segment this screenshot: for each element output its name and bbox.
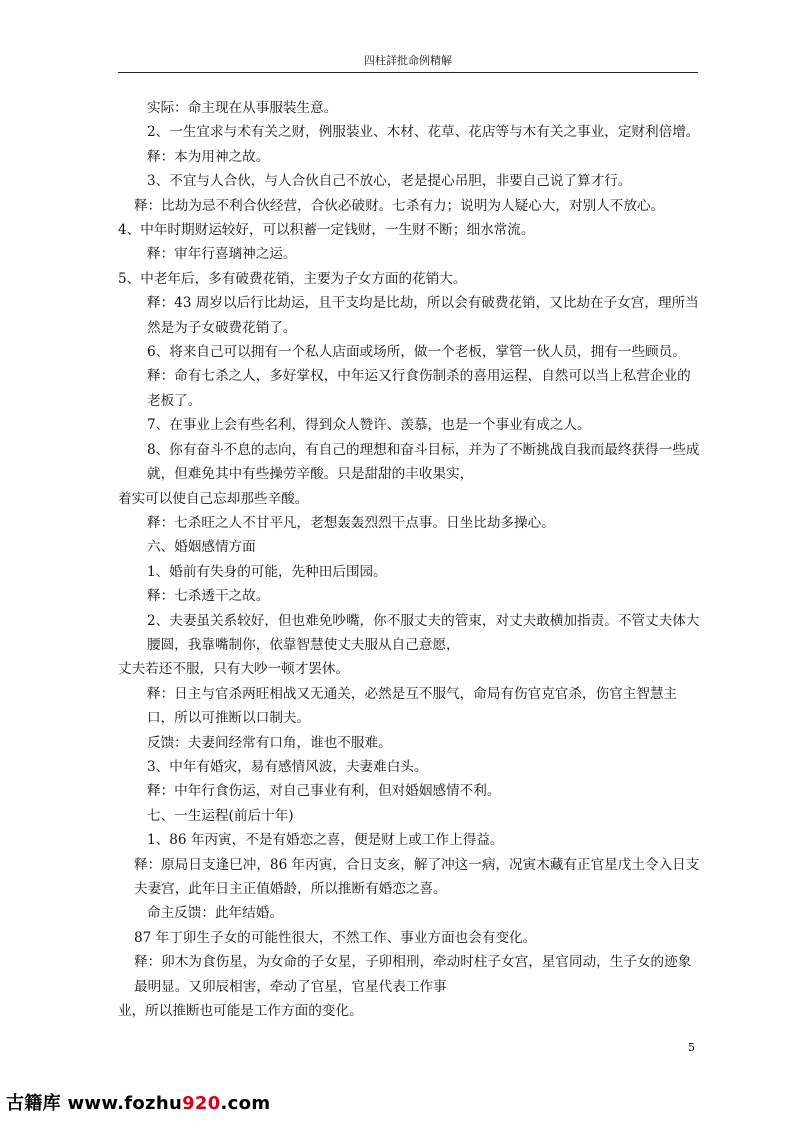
text-line: 释：七杀透干之故。 [147, 588, 270, 605]
page-number: 5 [688, 1041, 695, 1054]
text-line: 8、你有奋斗不息的志向，有自己的理想和奋斗目标，并为了不断挑战自我而最终获得一些成就，但难免其中有些操劳辛酸。只是甜甜的丰收果实， [147, 441, 700, 483]
text-line: 释：日主与官杀两旺相战又无通关，必然是互不服气，命局有伤官克官杀，伤官主智慧主口，所以可推断以口制夫。 [147, 685, 678, 727]
text-line: 2、夫妻虽关系较好，但也难免吵嘴，你不服丈夫的管束，对丈夫敢横加指责。不管丈夫体大腰圆，我靠嘴制你，依靠智慧使丈夫服从自己意愿， [147, 612, 700, 653]
text-line: 释：43 周岁以后行比劫运，且干支均是比劫，所以会有破费花销，又比劫在子女宫，理所当然是为子女破费花销了。 [147, 295, 699, 336]
book-title: 四柱詳批命例精解 [364, 54, 452, 67]
text-line: 着实可以使自己忘却那些辛酸。 [118, 490, 309, 507]
text-line: 释：本为用神之故。 [147, 148, 270, 165]
text-line: 释：卯木为食伤星，为女命的子女星，子卯相刑，牵动时柱子女宫，星官同动，生子女的迹象最明显。又卯辰相害，牵动了官星，官星代表工作事 [134, 954, 692, 995]
text-line: 1、婚前有失身的可能，先种田后围园。 [147, 563, 387, 580]
text-line: 业，所以推断也可能是工作方面的变化。 [118, 1003, 363, 1020]
text-line: 7、在事业上会有些名利，得到众人赞许、羡慕，也是一个事业有成之人。 [147, 417, 591, 434]
text-line: 87 年丁卯生子女的可能性很大，不然工作、事业方面也会有变化。 [134, 929, 537, 946]
watermark-brand: 古籍库 [6, 1093, 61, 1114]
watermark-logo [6, 1089, 270, 1115]
watermark-url-number: 920 [182, 1093, 221, 1114]
text-line: 3、中年有婚灾，易有感情风波，夫妻难白头。 [147, 758, 428, 775]
text-line: 实际：命主现在从事服装生意。 [147, 100, 338, 116]
running-header [118, 54, 698, 73]
text-line: 七、一生运程(前后十年) [147, 807, 294, 824]
text-line: 释：中年行食伤运，对自己事业有利，但对婚姻感情不利。 [147, 783, 501, 800]
text-line: 释：命有七杀之人，多好掌权，中年运又行食伤制杀的喜用运程，自然可以当上私营企业的老板了。 [147, 368, 691, 409]
text-line: 六、婚姻感情方面 [147, 539, 256, 556]
text-line: 丈夫若还不服，只有大吵一顿才罢休。 [118, 661, 350, 678]
document-body [118, 96, 700, 1023]
text-line: 5、中老年后，多有破费花销，主要为子女方面的花销大。 [118, 270, 467, 287]
text-line: 2、一生宜求与术有关之财，例服装业、木材、花草、花店等与木有关之事业，定财利倍增。 [147, 124, 700, 141]
watermark-url-prefix: www.fozhu [67, 1093, 183, 1114]
watermark-url-suffix: .com [220, 1093, 271, 1114]
text-line: 3、不宜与人合伙，与人合伙自己不放心，老是提心吊胆，非要自己说了算才行。 [147, 173, 632, 190]
text-line: 释：七杀旺之人不甘平凡，老想轰轰烈烈干点事。日坐比劫多操心。 [147, 514, 555, 531]
text-line: 释：审年行喜璃神之运。 [147, 246, 297, 263]
text-line: 4、中年时期财运较好，可以积蓄一定钱财，一生财不断；细水常流。 [118, 222, 535, 239]
text-line: 1、86 年丙寅，不是有婚恋之喜，便是财上或工作上得益。 [147, 832, 504, 849]
text-line: 命主反馈：此年结婚。 [147, 905, 283, 922]
text-line: 反馈：夫妻间经常有口角，谁也不服难。 [147, 734, 392, 751]
text-line: 6、将来自己可以拥有一个私人店面或场所，做一个老板，掌管一伙人员，拥有一些顾员。 [147, 344, 686, 361]
text-line: 释：比劫为忌不利合伙经营，合伙必破财。七杀有力；说明为人疑心大，对别人不放心。 [134, 197, 665, 214]
text-line: 释：原局日支逢巳冲，86 年丙寅，合日支亥，解了冲这一病，况寅木藏有正官星戊土令入日支夫妻宫，此年日主正值婚龄，所以推断有婚恋之喜。 [134, 856, 700, 897]
